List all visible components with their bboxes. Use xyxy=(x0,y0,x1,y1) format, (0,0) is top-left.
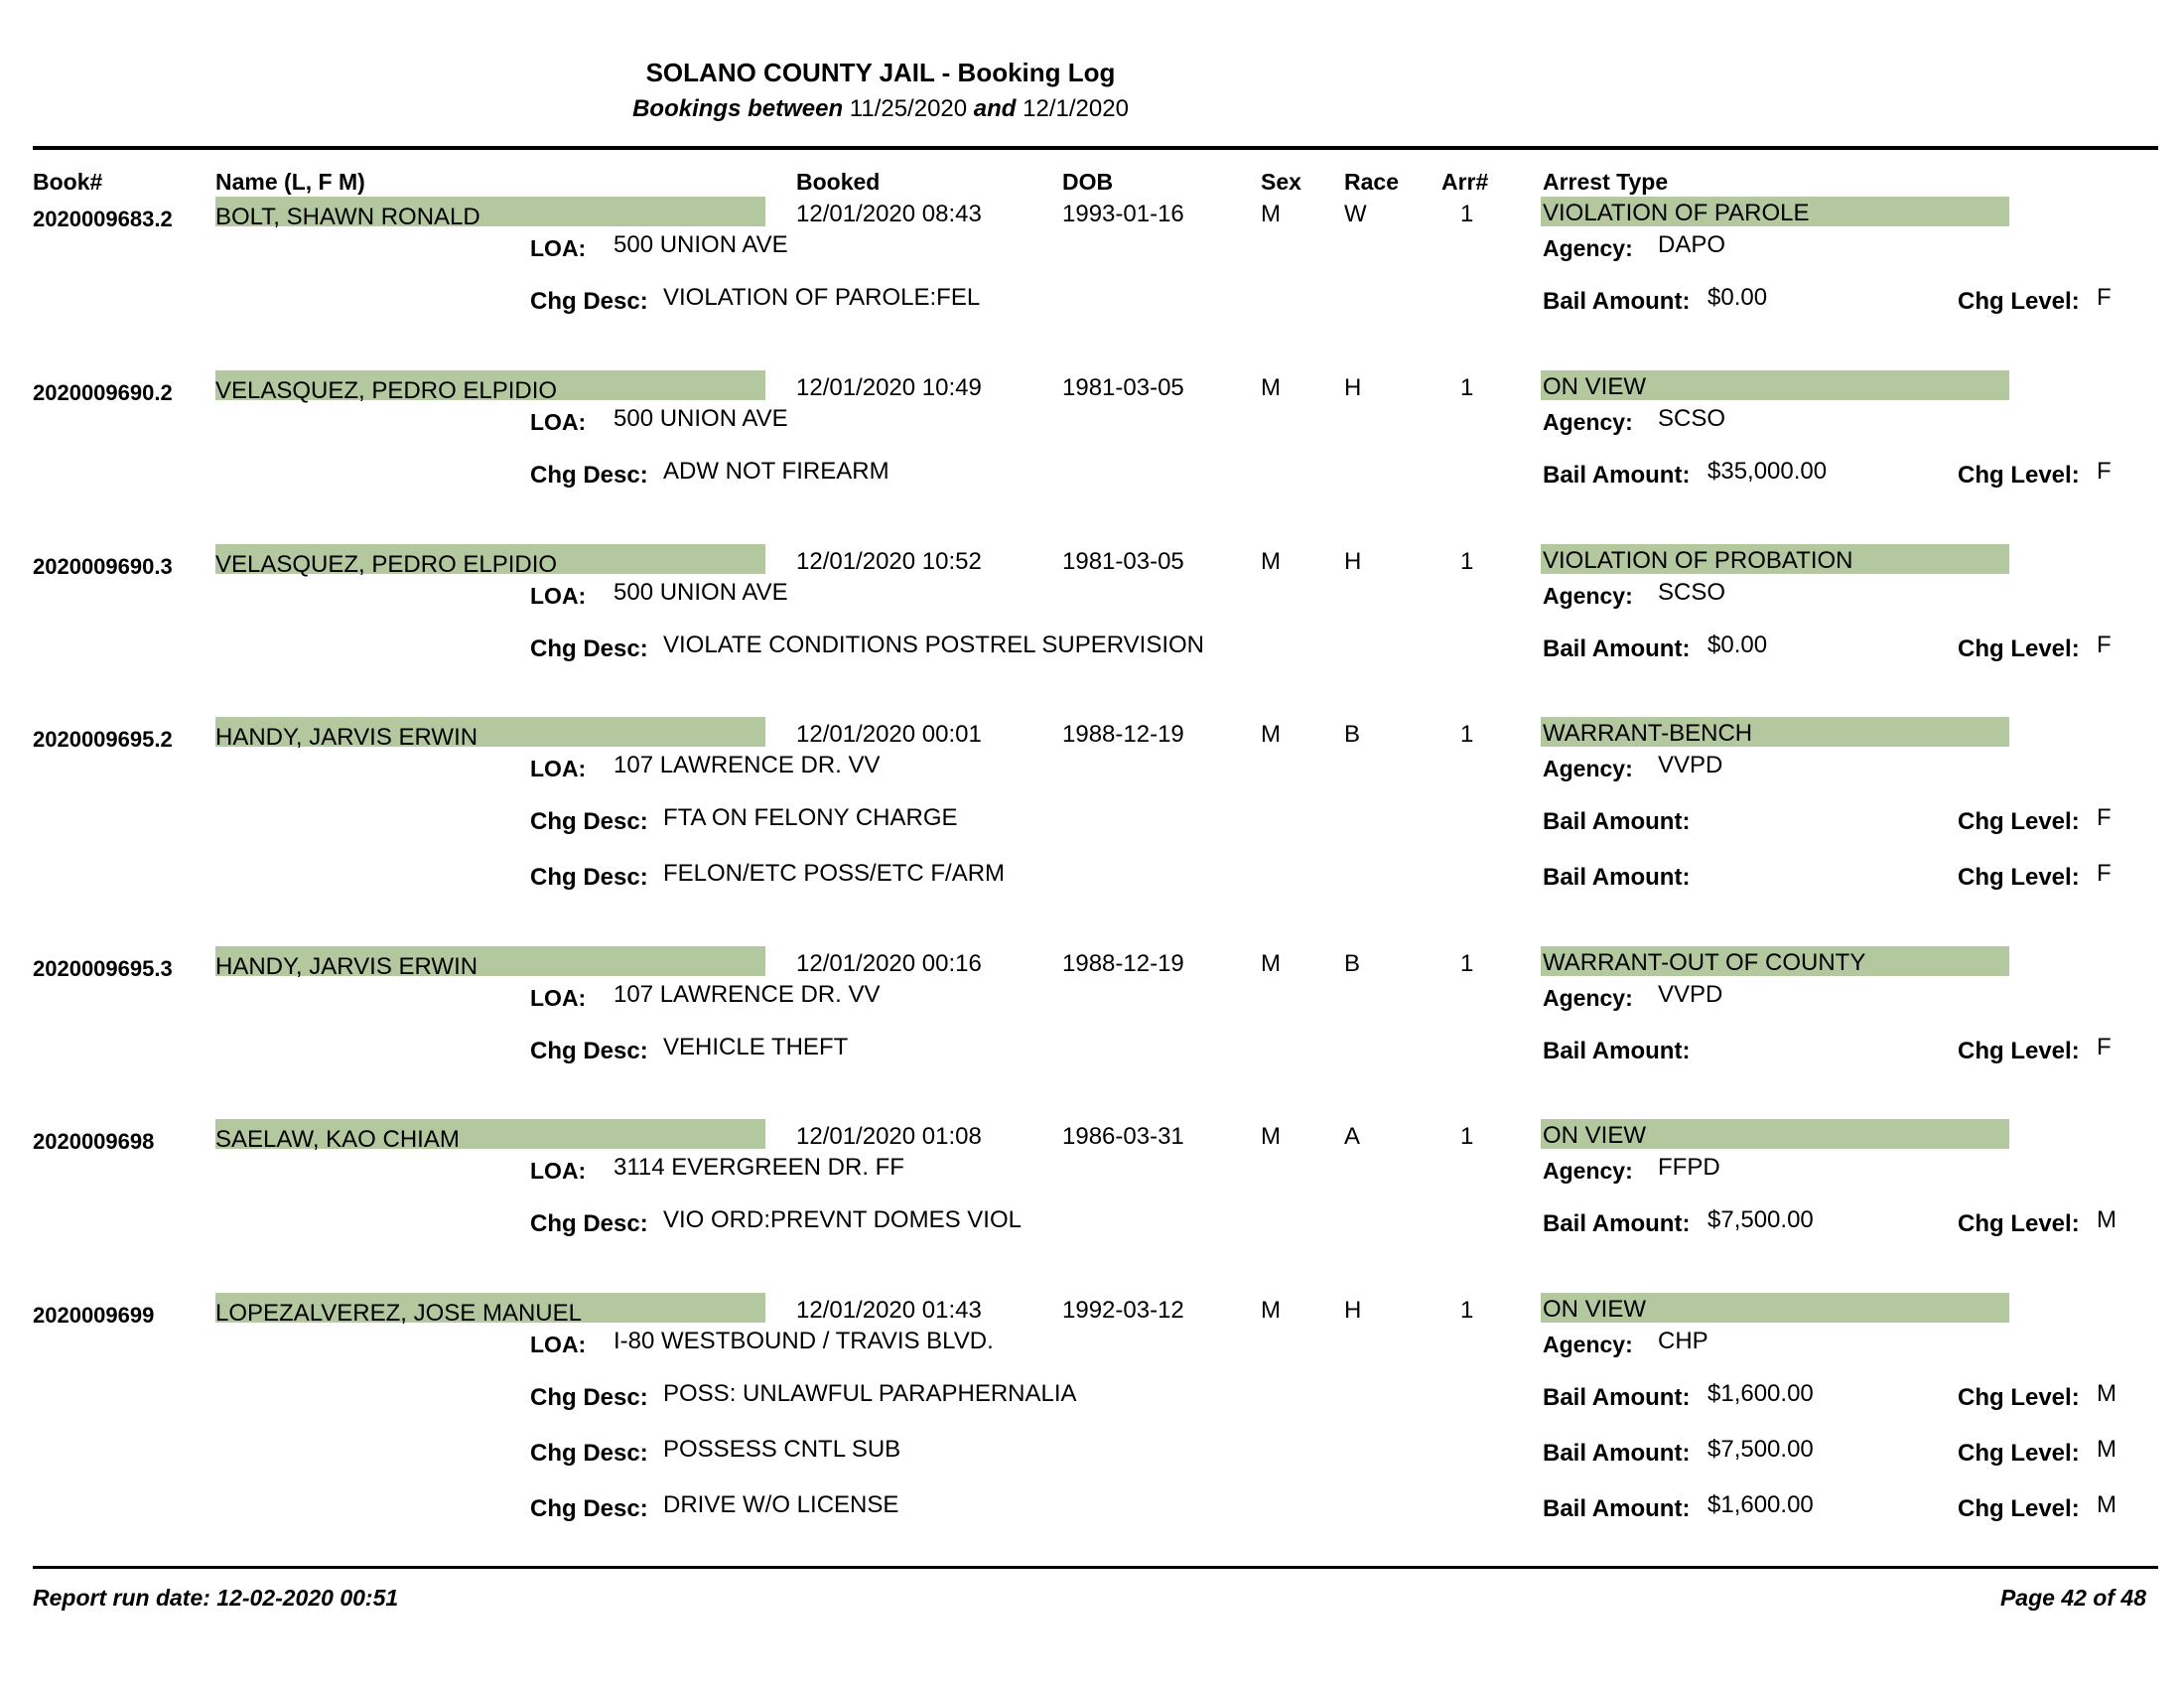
location-of-arrest: 107 LAWRENCE DR. VV xyxy=(614,981,881,1008)
location-of-arrest: 500 UNION AVE xyxy=(614,231,788,258)
book-number: 2020009683.2 xyxy=(33,207,173,231)
report-title: SOLANO COUNTY JAIL - Booking Log xyxy=(645,58,1116,87)
charge-desc-label: Chg Desc: xyxy=(530,1038,648,1064)
race: H xyxy=(1344,548,1362,575)
sex: M xyxy=(1261,548,1281,575)
bail-amount: $1,600.00 xyxy=(1707,1491,1814,1518)
charge-level-label: Chg Level: xyxy=(1958,1384,2080,1411)
bail-amount: $35,000.00 xyxy=(1707,458,1828,485)
bail-amount-label: Bail Amount: xyxy=(1543,808,1691,835)
charge-level: F xyxy=(2097,804,2112,831)
book-number: 2020009690.3 xyxy=(33,554,173,579)
charge-line xyxy=(0,1202,2184,1258)
charge-desc-label: Chg Desc: xyxy=(530,808,648,835)
inmate-name: VELASQUEZ, PEDRO ELPIDIO xyxy=(215,551,558,578)
booked-datetime: 12/01/2020 00:16 xyxy=(796,950,982,977)
charge-line xyxy=(0,1376,2184,1432)
column-header-arr: Arr# xyxy=(1441,169,1489,195)
charge-level: F xyxy=(2097,284,2112,311)
report-run-date: Report run date: 12-02-2020 00:51 xyxy=(33,1585,399,1611)
inmate-name: HANDY, JARVIS ERWIN xyxy=(215,953,478,980)
inmate-name: SAELAW, KAO CHIAM xyxy=(215,1126,460,1153)
inmate-name: HANDY, JARVIS ERWIN xyxy=(215,724,478,751)
location-of-arrest: 107 LAWRENCE DR. VV xyxy=(614,752,881,778)
charge-level-label: Chg Level: xyxy=(1958,462,2080,489)
book-number: 2020009698 xyxy=(33,1129,155,1154)
booked-datetime: 12/01/2020 10:49 xyxy=(796,374,982,401)
column-header-booked: Booked xyxy=(796,169,881,195)
column-header-book: Book# xyxy=(33,169,103,195)
loa-label: LOA: xyxy=(530,1158,587,1184)
charge-line xyxy=(0,280,2184,336)
page-number: Page 42 of 48 xyxy=(1999,1585,2146,1611)
arrest-type: WARRANT-BENCH xyxy=(1543,720,1753,747)
date-of-birth: 1981-03-05 xyxy=(1062,374,1184,401)
charge-level-label: Chg Level: xyxy=(1958,288,2080,315)
charge-line xyxy=(0,800,2184,856)
agency: DAPO xyxy=(1658,231,1726,258)
charge-line xyxy=(0,628,2184,683)
bail-amount: $7,500.00 xyxy=(1707,1206,1814,1233)
charge-level: M xyxy=(2097,1491,2116,1518)
booking-record xyxy=(0,368,2184,537)
agency: SCSO xyxy=(1658,405,1726,432)
booking-record xyxy=(0,715,2184,891)
charge-level-label: Chg Level: xyxy=(1958,635,2080,662)
date-of-birth: 1992-03-12 xyxy=(1062,1297,1184,1324)
location-of-arrest: 500 UNION AVE xyxy=(614,579,788,606)
report-subtitle xyxy=(0,95,1761,123)
charge-description: FTA ON FELONY CHARGE xyxy=(663,804,958,831)
booked-datetime: 12/01/2020 00:01 xyxy=(796,721,982,748)
charge-level-label: Chg Level: xyxy=(1958,1038,2080,1064)
bail-amount: $0.00 xyxy=(1707,632,1768,658)
arrest-type: WARRANT-OUT OF COUNTY xyxy=(1543,949,1866,976)
inmate-name: LOPEZALVEREZ, JOSE MANUEL xyxy=(215,1300,582,1327)
arrest-number: 1 xyxy=(1460,1123,1474,1150)
charge-description: DRIVE W/O LICENSE xyxy=(663,1491,899,1518)
bail-amount-label: Bail Amount: xyxy=(1543,864,1691,891)
bail-amount: $0.00 xyxy=(1707,284,1768,311)
book-number: 2020009695.3 xyxy=(33,956,173,981)
loa-label: LOA: xyxy=(530,409,587,435)
agency-label: Agency: xyxy=(1543,985,1633,1011)
booked-datetime: 12/01/2020 08:43 xyxy=(796,201,982,227)
agency-label: Agency: xyxy=(1543,1332,1633,1357)
end-date: 12/1/2020 xyxy=(1023,95,1129,122)
column-header-name: Name (L, F M) xyxy=(215,169,365,195)
sex: M xyxy=(1261,950,1281,977)
booking-record xyxy=(0,195,2184,363)
agency-label: Agency: xyxy=(1543,235,1633,261)
arrest-type: ON VIEW xyxy=(1543,373,1647,400)
column-header-arrest-type: Arrest Type xyxy=(1543,169,1669,195)
agency-label: Agency: xyxy=(1543,756,1633,781)
date-of-birth: 1981-03-05 xyxy=(1062,548,1184,575)
charge-desc-label: Chg Desc: xyxy=(530,1440,648,1467)
footer-rule xyxy=(33,1566,2158,1569)
charge-level: F xyxy=(2097,860,2112,887)
arrest-number: 1 xyxy=(1460,1297,1474,1324)
date-of-birth: 1993-01-16 xyxy=(1062,201,1184,227)
charge-line xyxy=(0,1432,2184,1487)
column-header-dob: DOB xyxy=(1062,169,1114,195)
book-number: 2020009699 xyxy=(33,1303,155,1328)
inmate-name: BOLT, SHAWN RONALD xyxy=(215,204,480,230)
loa-label: LOA: xyxy=(530,1332,587,1357)
arrest-number: 1 xyxy=(1460,374,1474,401)
arrest-number: 1 xyxy=(1460,548,1474,575)
arrest-type: VIOLATION OF PROBATION xyxy=(1543,547,1853,574)
charge-description: VEHICLE THEFT xyxy=(663,1034,849,1060)
charge-line xyxy=(0,1030,2184,1085)
bail-amount-label: Bail Amount: xyxy=(1543,1495,1691,1522)
bail-amount: $7,500.00 xyxy=(1707,1436,1814,1463)
agency: CHP xyxy=(1658,1328,1708,1354)
agency: VVPD xyxy=(1658,981,1723,1008)
subtitle-prefix: Bookings between xyxy=(632,95,844,122)
bail-amount-label: Bail Amount: xyxy=(1543,1384,1691,1411)
bail-amount-label: Bail Amount: xyxy=(1543,1038,1691,1064)
charge-description: ADW NOT FIREARM xyxy=(663,458,889,485)
booking-record xyxy=(0,944,2184,1113)
location-of-arrest: 500 UNION AVE xyxy=(614,405,788,432)
start-date: 11/25/2020 xyxy=(849,95,968,122)
charge-line xyxy=(0,454,2184,509)
charge-desc-label: Chg Desc: xyxy=(530,462,648,489)
date-of-birth: 1988-12-19 xyxy=(1062,950,1184,977)
charge-level: M xyxy=(2097,1206,2116,1233)
bail-amount-label: Bail Amount: xyxy=(1543,635,1691,662)
agency-label: Agency: xyxy=(1543,409,1633,435)
agency: FFPD xyxy=(1658,1154,1720,1181)
charge-description: VIOLATE CONDITIONS POSTREL SUPERVISION xyxy=(663,632,1205,658)
arrest-type: VIOLATION OF PAROLE xyxy=(1543,200,1810,226)
agency-label: Agency: xyxy=(1543,583,1633,609)
inmate-name: VELASQUEZ, PEDRO ELPIDIO xyxy=(215,377,558,404)
loa-label: LOA: xyxy=(530,985,587,1011)
booking-record xyxy=(0,542,2184,711)
book-number: 2020009690.2 xyxy=(33,380,173,405)
sex: M xyxy=(1261,1123,1281,1150)
arrest-type: ON VIEW xyxy=(1543,1296,1647,1323)
arrest-number: 1 xyxy=(1460,201,1474,227)
charge-level: F xyxy=(2097,458,2112,485)
bail-amount: $1,600.00 xyxy=(1707,1380,1814,1407)
booked-datetime: 12/01/2020 01:08 xyxy=(796,1123,982,1150)
charge-description: VIOLATION OF PAROLE:FEL xyxy=(663,284,981,311)
header-rule xyxy=(33,146,2158,150)
race: B xyxy=(1344,721,1361,748)
booked-datetime: 12/01/2020 01:43 xyxy=(796,1297,982,1324)
sex: M xyxy=(1261,721,1281,748)
charge-description: VIO ORD:PREVNT DOMES VIOL xyxy=(663,1206,1022,1233)
bail-amount-label: Bail Amount: xyxy=(1543,1210,1691,1237)
charge-desc-label: Chg Desc: xyxy=(530,288,648,315)
charge-level: M xyxy=(2097,1380,2116,1407)
race: A xyxy=(1344,1123,1361,1150)
arrest-type: ON VIEW xyxy=(1543,1122,1647,1149)
date-of-birth: 1988-12-19 xyxy=(1062,721,1184,748)
column-header-sex: Sex xyxy=(1261,169,1301,195)
charge-level: F xyxy=(2097,632,2112,658)
charge-desc-label: Chg Desc: xyxy=(530,1495,648,1522)
charge-description: POSS: UNLAWFUL PARAPHERNALIA xyxy=(663,1380,1077,1407)
date-of-birth: 1986-03-31 xyxy=(1062,1123,1184,1150)
charge-line xyxy=(0,856,2184,912)
sex: M xyxy=(1261,374,1281,401)
charge-level-label: Chg Level: xyxy=(1958,1495,2080,1522)
charge-level-label: Chg Level: xyxy=(1958,808,2080,835)
location-of-arrest: I-80 WESTBOUND / TRAVIS BLVD. xyxy=(614,1328,994,1354)
race: B xyxy=(1344,950,1361,977)
location-of-arrest: 3114 EVERGREEN DR. FF xyxy=(614,1154,904,1181)
agency-label: Agency: xyxy=(1543,1158,1633,1184)
bail-amount-label: Bail Amount: xyxy=(1543,1440,1691,1467)
charge-desc-label: Chg Desc: xyxy=(530,1384,648,1411)
subtitle-and: and xyxy=(973,95,1017,122)
charge-level: M xyxy=(2097,1436,2116,1463)
charge-description: POSSESS CNTL SUB xyxy=(663,1436,901,1463)
charge-level-label: Chg Level: xyxy=(1958,864,2080,891)
loa-label: LOA: xyxy=(530,583,587,609)
charge-description: FELON/ETC POSS/ETC F/ARM xyxy=(663,860,1006,887)
charge-line xyxy=(0,1487,2184,1543)
column-header-race: Race xyxy=(1344,169,1399,195)
arrest-number: 1 xyxy=(1460,721,1474,748)
charge-desc-label: Chg Desc: xyxy=(530,635,648,662)
agency: VVPD xyxy=(1658,752,1723,778)
charge-level-label: Chg Level: xyxy=(1958,1210,2080,1237)
bail-amount-label: Bail Amount: xyxy=(1543,288,1691,315)
booking-record xyxy=(0,1117,2184,1286)
charge-desc-label: Chg Desc: xyxy=(530,1210,648,1237)
agency: SCSO xyxy=(1658,579,1726,606)
charge-level: F xyxy=(2097,1034,2112,1060)
race: H xyxy=(1344,1297,1362,1324)
bail-amount-label: Bail Amount: xyxy=(1543,462,1691,489)
race: H xyxy=(1344,374,1362,401)
race: W xyxy=(1344,201,1367,227)
loa-label: LOA: xyxy=(530,756,587,781)
book-number: 2020009695.2 xyxy=(33,727,173,752)
sex: M xyxy=(1261,1297,1281,1324)
booking-record xyxy=(0,1291,2184,1522)
loa-label: LOA: xyxy=(530,235,587,261)
arrest-number: 1 xyxy=(1460,950,1474,977)
sex: M xyxy=(1261,201,1281,227)
charge-level-label: Chg Level: xyxy=(1958,1440,2080,1467)
booked-datetime: 12/01/2020 10:52 xyxy=(796,548,982,575)
charge-desc-label: Chg Desc: xyxy=(530,864,648,891)
